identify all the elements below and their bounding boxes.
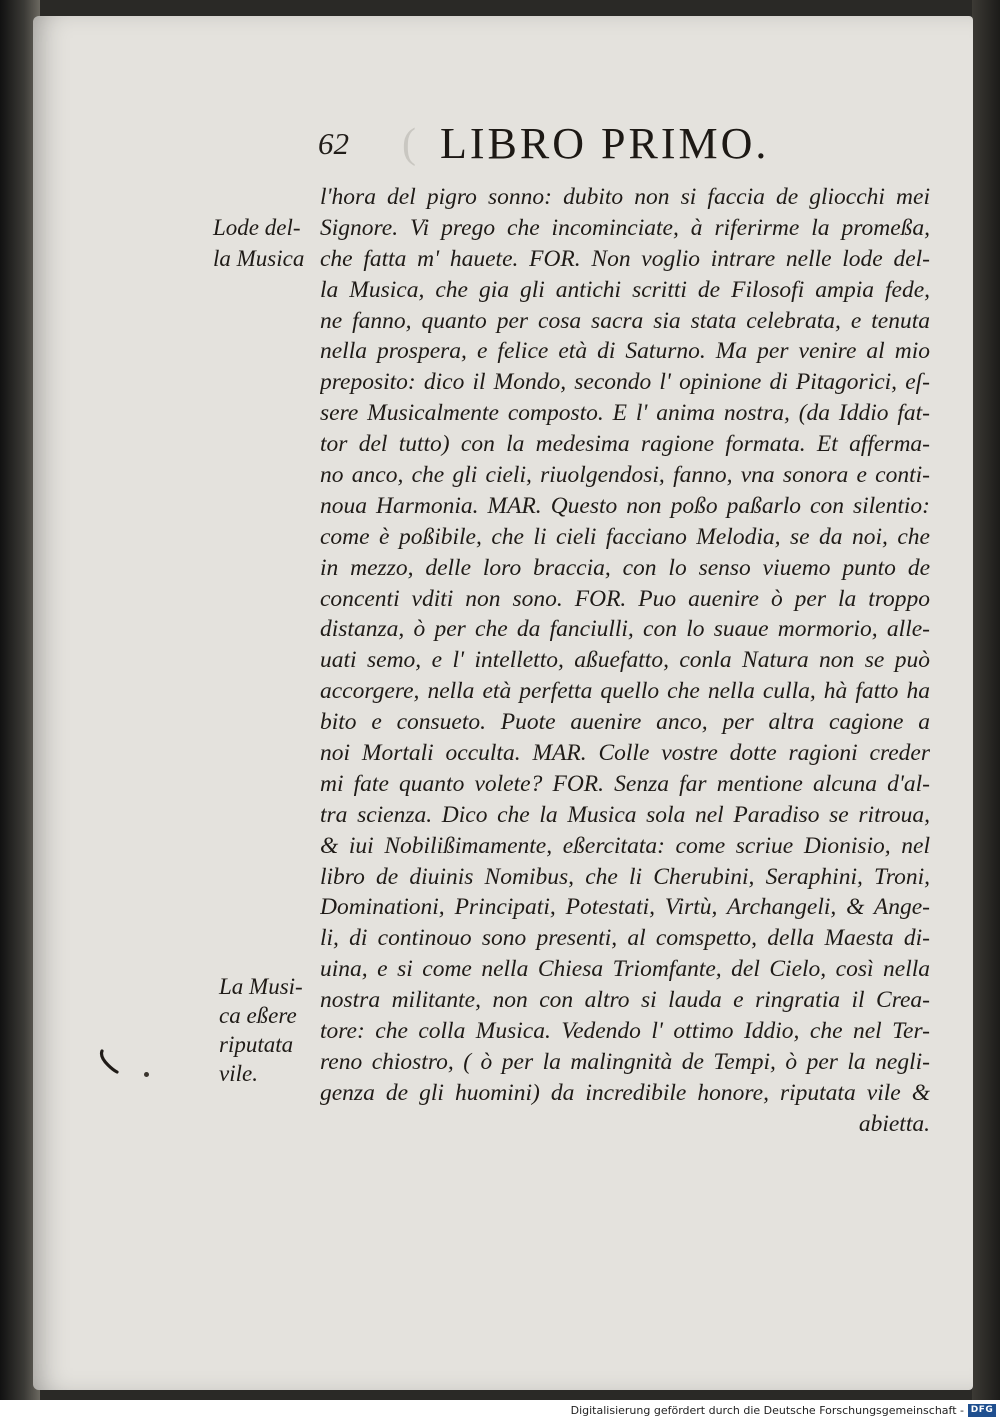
right-page-edge bbox=[972, 0, 1000, 1400]
bleed-through-mark: ( bbox=[402, 121, 416, 167]
page-header bbox=[318, 118, 838, 174]
text-line: sere Musicalmente composto. E l' anima nostra, (da Iddio fat- bbox=[320, 400, 930, 427]
marginal-note-line: riputata bbox=[219, 1032, 294, 1057]
dfg-logo: DFG bbox=[968, 1404, 996, 1417]
text-line: li, di continouo sono presenti, al comspetto, della Maesta di- bbox=[320, 925, 930, 952]
text-line: in mezzo, delle loro braccia, con lo senso viuemo punto de bbox=[320, 554, 930, 581]
text-line: tore: che colla Musica. Vedendo l' ottimo Iddio, che nel Ter- bbox=[320, 1018, 930, 1045]
text-line: come è poßibile, che li cieli facciano Melodia, se da noi, che bbox=[320, 523, 930, 550]
marginal-note-line: La Musi- bbox=[219, 974, 303, 999]
marginal-note-line: vile. bbox=[219, 1061, 258, 1086]
folio-number: 62 bbox=[318, 126, 349, 161]
text-line: concenti vditi non sono. FOR. Puo auenire ò per la troppo bbox=[320, 585, 930, 612]
ink-dot-mark bbox=[144, 1072, 149, 1077]
text-line: libro de diuinis Nomibus, che li Cherubini, Seraphini, Troni, bbox=[320, 863, 930, 890]
text-line: genza de gli huomini) da incredibile honore, riputata vile & bbox=[320, 1079, 930, 1106]
text-line-catchword: abietta. bbox=[858, 1110, 930, 1137]
text-line: mi fate quanto volete? FOR. Senza far mentione alcuna d'al- bbox=[320, 770, 930, 797]
running-title: LIBRO PRIMO. bbox=[440, 119, 770, 168]
text-line: tor del tutto) con la medesima ragione formata. Et afferma- bbox=[320, 431, 930, 458]
text-line: la Musica, che gia gli antichi scritti de Filosofi ampia fede, bbox=[320, 276, 930, 303]
text-line: ne fanno, quanto per cosa sacra sia stata celebrata, e tenuta bbox=[320, 307, 930, 334]
text-line: & iui Nobilißimamente, eßercitata: come scriue Dionisio, nel bbox=[320, 832, 930, 859]
ink-blot-icon bbox=[98, 1048, 120, 1074]
digitization-footer bbox=[0, 1400, 1000, 1422]
text-line: uati semo, e l' intelletto, aßuefatto, conla Natura non se può bbox=[320, 647, 930, 674]
text-line: uina, e si come nella Chiesa Triomfante, del Cielo, così nella bbox=[320, 956, 930, 983]
text-line: reno chiostro, ( ò per la malingnità de Tempi, ò per la negli- bbox=[320, 1048, 930, 1075]
text-line: accorgere, nella età perfetta quello che nella culla, hà fatto ha bbox=[320, 678, 930, 705]
marginal-note-lode bbox=[213, 212, 304, 274]
funding-note: Digitalisierung gefördert durch die Deutsche Forschungsgemeinschaft - bbox=[570, 1404, 964, 1417]
text-line: l'hora del pigro sonno: dubito non si faccia de gliocchi mei bbox=[320, 184, 930, 210]
marginal-note-musica bbox=[219, 972, 303, 1088]
text-line: nella prospera, e felice età di Saturno. Ma per venire al mio bbox=[320, 338, 930, 365]
text-line: no anco, che gli cieli, riuolgendosi, fanno, vna sonora e conti- bbox=[320, 462, 930, 489]
text-line: noi Mortali occulta. MAR. Colle vostre dotte ragioni creder bbox=[320, 740, 930, 767]
text-line: che fatta m' hauete. FOR. Non voglio intrare nelle lode del- bbox=[320, 245, 930, 272]
body-text bbox=[320, 182, 930, 1140]
text-line: noua Harmonia. MAR. Questo non poßo paßarlo con silentio: bbox=[320, 492, 930, 519]
marginal-note-line: Lode del- bbox=[213, 215, 301, 240]
text-line: bito e consueto. Puote auenire anco, per altra cagione a bbox=[320, 709, 930, 736]
text-line: Dominationi, Principati, Potestati, Virtù, Archangeli, & Ange- bbox=[320, 894, 930, 921]
text-line: distanza, ò per che da fanciulli, con lo suaue mormorio, alle- bbox=[320, 616, 930, 643]
marginal-note-line: ca eßere bbox=[219, 1003, 297, 1028]
text-line: Signore. Vi prego che incominciate, à riferirme la promeßa, bbox=[320, 214, 930, 241]
marginal-note-line: la Musica bbox=[213, 246, 305, 271]
text-line: preposito: dico il Mondo, secondo l' opinione di Pitagorici, eſ- bbox=[320, 369, 930, 396]
text-line: tra scienza. Dico che la Musica sola nel Paradiso se ritroua, bbox=[320, 801, 930, 828]
text-line: nostra militante, non con altro si lauda e ringratia il Crea- bbox=[320, 987, 930, 1014]
